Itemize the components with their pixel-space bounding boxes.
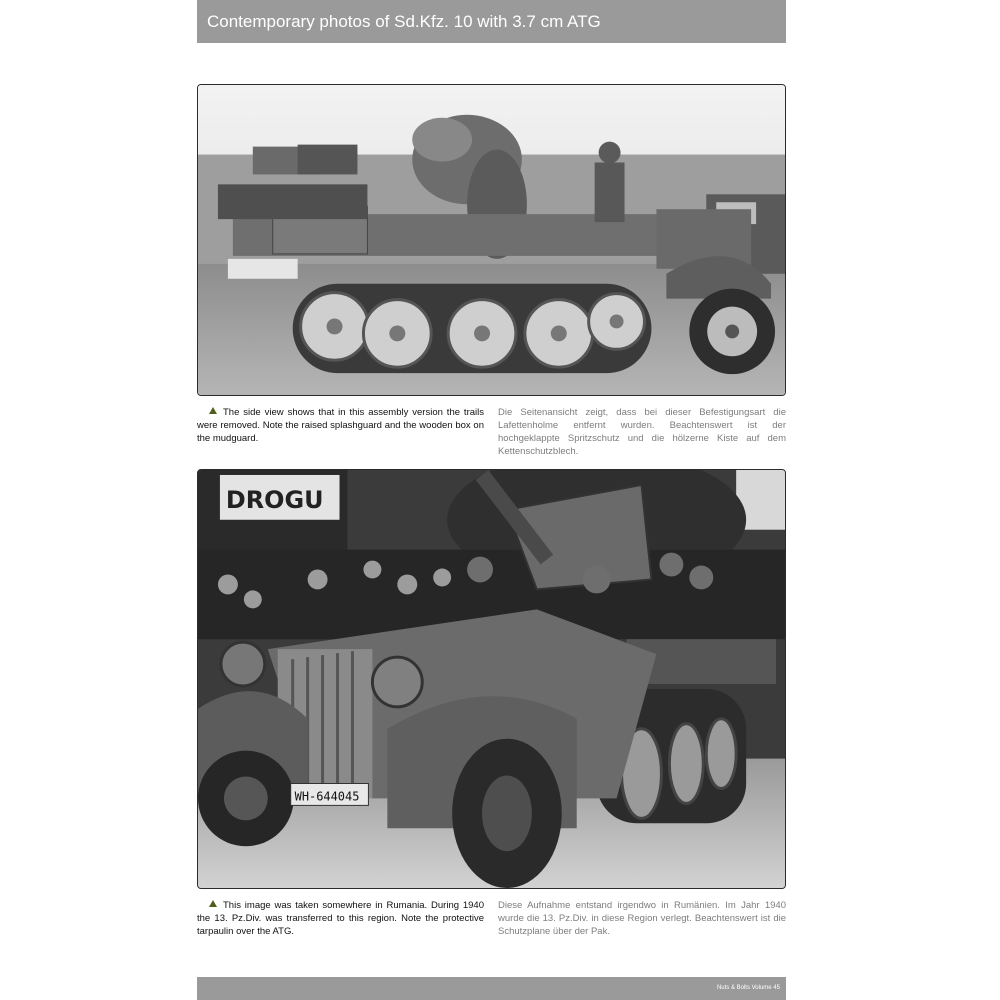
photo-rumania	[197, 469, 786, 889]
caption-marker-icon	[209, 407, 217, 414]
caption-english-1	[197, 406, 484, 445]
shop-sign: DROGU	[225, 485, 324, 514]
caption-text: Diese Aufnahme entstand irgendwo in Rumänien. Im Jahr 1940 wurde die 13. Pz.Div. in diese Region verlegt. Beachtenswert ist die Schutzplane über der Pak.	[498, 900, 786, 937]
page-header	[197, 0, 786, 43]
caption-text: Die Seitenansicht zeigt, dass bei dieser Befestigungsart die Lafettenholme entfernt wurden. Beachtenswert ist der hochgeklappte Spritzschutz und die hölzerne Kiste auf dem Kettenschutzblech.	[498, 407, 786, 457]
page-footer	[197, 977, 786, 1000]
caption-german-2	[498, 899, 786, 938]
caption-marker-icon	[209, 900, 217, 907]
footer-text: Nuts & Bolts Volume 45	[716, 985, 780, 991]
page-title: Contemporary photos of Sd.Kfz. 10 with 3.7 cm ATG	[207, 12, 601, 31]
caption-german-1	[498, 406, 786, 458]
photo-side-view	[197, 84, 786, 396]
caption-english-2	[197, 899, 484, 938]
caption-text: The side view shows that in this assembly version the trails were removed. Note the raised splashguard and the wooden box on the mudguard.	[197, 407, 484, 444]
license-plate: WH-644045	[294, 789, 360, 804]
caption-text: This image was taken somewhere in Rumania. During 1940 the 13. Pz.Div. was transferred to this region. Note the protective tarpaulin over the ATG.	[197, 900, 484, 937]
